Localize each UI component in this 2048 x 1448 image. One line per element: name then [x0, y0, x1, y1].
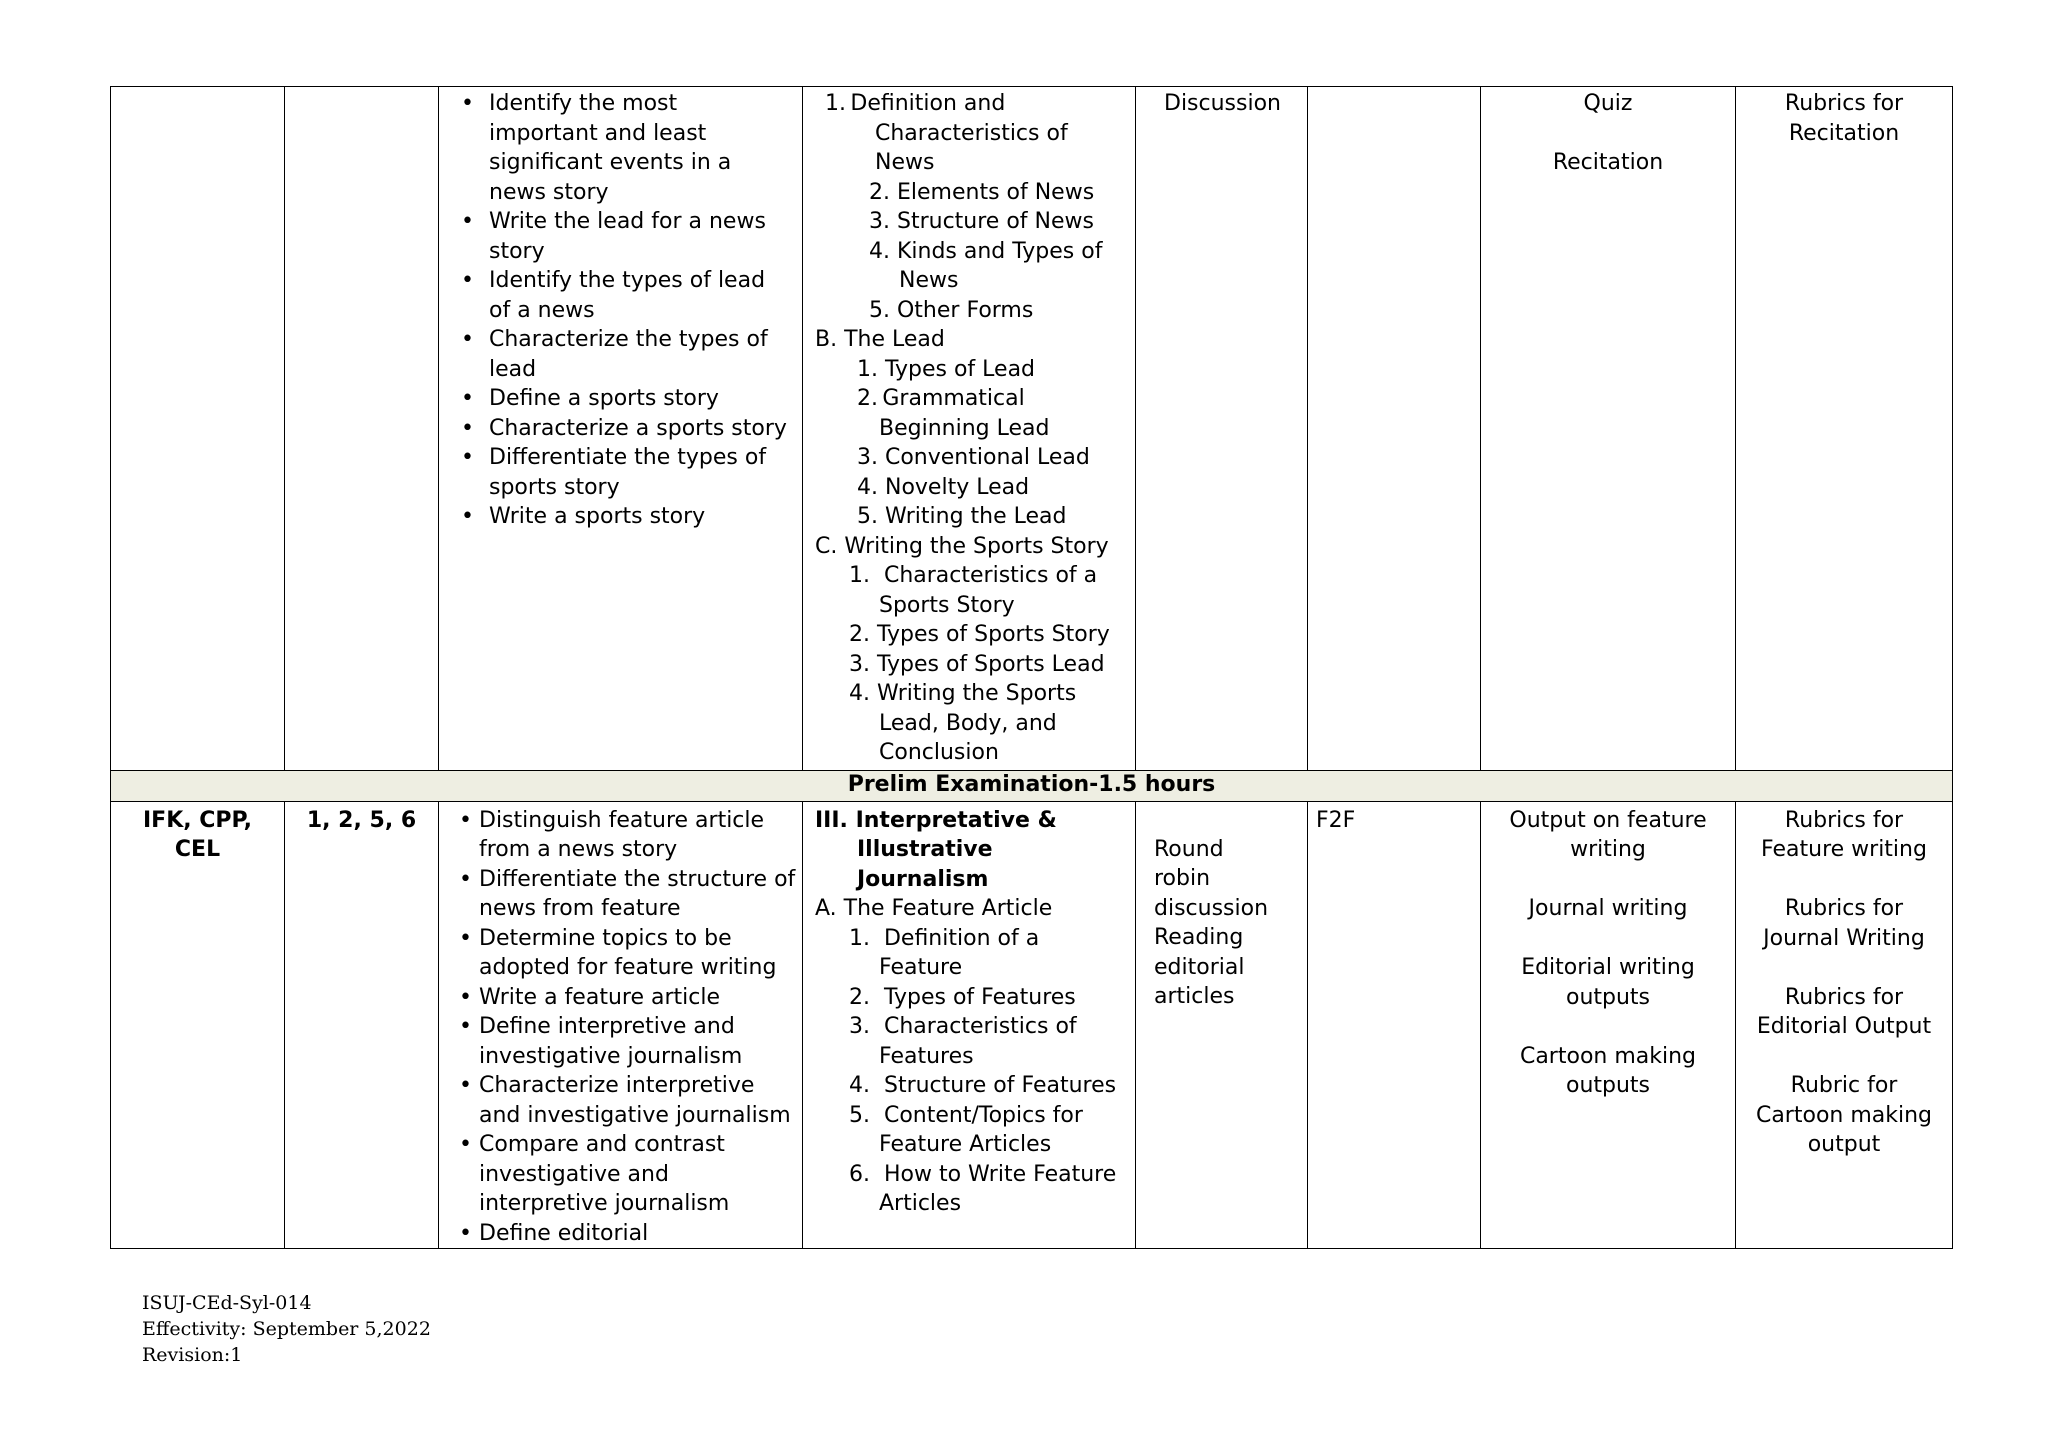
list-item: 1. Characteristics of a Sports Story	[849, 563, 1105, 618]
list-item: 4. Novelty Lead	[857, 474, 1030, 500]
list-item: 2. Types of Features	[849, 984, 1076, 1010]
list-item: • Define interpretive and investigative journalism	[457, 1012, 798, 1071]
ilo-cell	[111, 87, 285, 771]
mode-cell	[1308, 87, 1481, 771]
learning-outcomes-cell	[439, 87, 803, 771]
rubric-item: Rubrics for Editorial Output	[1756, 984, 1932, 1039]
list-item: 5. Other Forms	[869, 297, 1034, 323]
learning-outcomes-cell	[439, 801, 803, 1249]
teaching-method-cell	[1136, 801, 1308, 1249]
list-item: 1. Definition and Characteristics of News	[825, 91, 1068, 175]
teaching-method: Discussion	[1164, 91, 1281, 116]
section-heading: C. Writing the Sports Story	[815, 533, 1109, 559]
list-item: • Define editorial	[457, 1219, 798, 1249]
list-item: 5. Writing the Lead	[857, 504, 1067, 529]
revision-number: Revision:1	[142, 1344, 243, 1366]
list-item: 4. Writing the Sports Lead, Body, and Conclusion	[849, 681, 1077, 765]
effectivity-date: Effectivity: September 5,2022	[142, 1318, 431, 1340]
list-item: 6. How to Write Feature Articles	[849, 1161, 1124, 1216]
rubric-item: Rubrics for Journal Writing	[1763, 896, 1925, 951]
learning-outcomes-list	[457, 806, 798, 1249]
list-item: • Differentiate the types of sports story	[447, 443, 792, 502]
list-item: • Define a sports story	[447, 384, 792, 414]
section-heading: III. Interpretative & Illustrative Journalism	[815, 807, 1057, 892]
rubric-item: Rubric for Cartoon making output	[1755, 1073, 1933, 1157]
assessment-item: Cartoon making outputs	[1519, 1043, 1697, 1098]
syllabus-row	[111, 87, 1953, 771]
assessment-item: Journal writing	[1528, 896, 1688, 921]
ilo-codes: IFK, CPP, CEL	[143, 807, 252, 862]
prelim-exam-label: Prelim Examination-1.5 hours	[111, 770, 1953, 801]
assessment-item: Recitation	[1552, 150, 1664, 175]
section-heading: A. The Feature Article	[815, 896, 1053, 921]
list-item: • Identify the types of lead of a news	[447, 266, 792, 325]
prelim-exam-row	[111, 770, 1953, 801]
rubric-item: Rubrics for Recitation	[1784, 91, 1904, 146]
learning-outcomes-list	[447, 89, 792, 532]
syllabus-row	[111, 801, 1953, 1249]
list-item: • Identify the most important and least significant events in a news story	[447, 89, 792, 207]
list-item: • Distinguish feature article from a news story	[457, 806, 798, 865]
clo-codes: 1, 2, 5, 6	[306, 807, 417, 833]
mode-cell	[1308, 801, 1481, 1249]
list-item: 2. Grammatical Beginning Lead	[857, 386, 1050, 441]
list-item: 2. Types of Sports Story	[849, 622, 1110, 647]
list-item: 4. Structure of Features	[849, 1073, 1117, 1098]
delivery-mode: F2F	[1316, 807, 1356, 833]
list-item: 3. Types of Sports Lead	[849, 651, 1105, 677]
list-item: • Write the lead for a news story	[447, 207, 792, 266]
clo-cell	[285, 801, 439, 1249]
list-item: 3. Conventional Lead	[857, 445, 1090, 470]
assessment-item: Quiz	[1583, 91, 1633, 116]
list-item: • Characterize interpretive and investigative journalism	[457, 1071, 798, 1130]
section-heading: B. The Lead	[815, 327, 945, 352]
syllabus-table	[110, 86, 1953, 1249]
course-content-cell	[803, 801, 1136, 1249]
rubric-cell	[1736, 801, 1953, 1249]
assessment-item: Output on feature writing	[1509, 807, 1707, 862]
list-item: • Characterize a sports story	[447, 414, 792, 444]
ilo-cell	[111, 801, 285, 1249]
rubric-cell	[1736, 87, 1953, 771]
assessment-cell	[1481, 801, 1736, 1249]
list-item: 2. Elements of News	[869, 179, 1095, 205]
list-item: 1. Definition of a Feature	[849, 925, 1047, 980]
list-item: 1. Types of Lead	[857, 356, 1036, 382]
list-item: • Determine topics to be adopted for feature writing	[457, 924, 798, 983]
document-footer	[142, 1290, 431, 1368]
list-item: • Differentiate the structure of news from feature	[457, 865, 798, 924]
assessment-cell	[1481, 87, 1736, 771]
list-item: • Write a feature article	[457, 983, 798, 1013]
clo-cell	[285, 87, 439, 771]
list-item: 3. Structure of News	[869, 209, 1094, 234]
list-item: 4. Kinds and Types of News	[869, 238, 1103, 293]
assessment-item: Editorial writing outputs	[1521, 955, 1695, 1010]
list-item: 5. Content/Topics for Feature Articles	[849, 1102, 1090, 1157]
rubric-item: Rubrics for Feature writing	[1761, 807, 1927, 862]
list-item: • Write a sports story	[447, 502, 792, 532]
teaching-method-cell	[1136, 87, 1308, 771]
course-content-cell	[803, 87, 1136, 771]
list-item: • Compare and contrast investigative and interpretive journalism	[457, 1130, 798, 1219]
list-item: 3. Characteristics of Features	[849, 1014, 1084, 1069]
teaching-method: Round robin discussion Reading editorial articles	[1154, 836, 1269, 1009]
list-item: • Characterize the types of lead	[447, 325, 792, 384]
document-code: ISUJ-CEd-Syl-014	[142, 1292, 312, 1314]
